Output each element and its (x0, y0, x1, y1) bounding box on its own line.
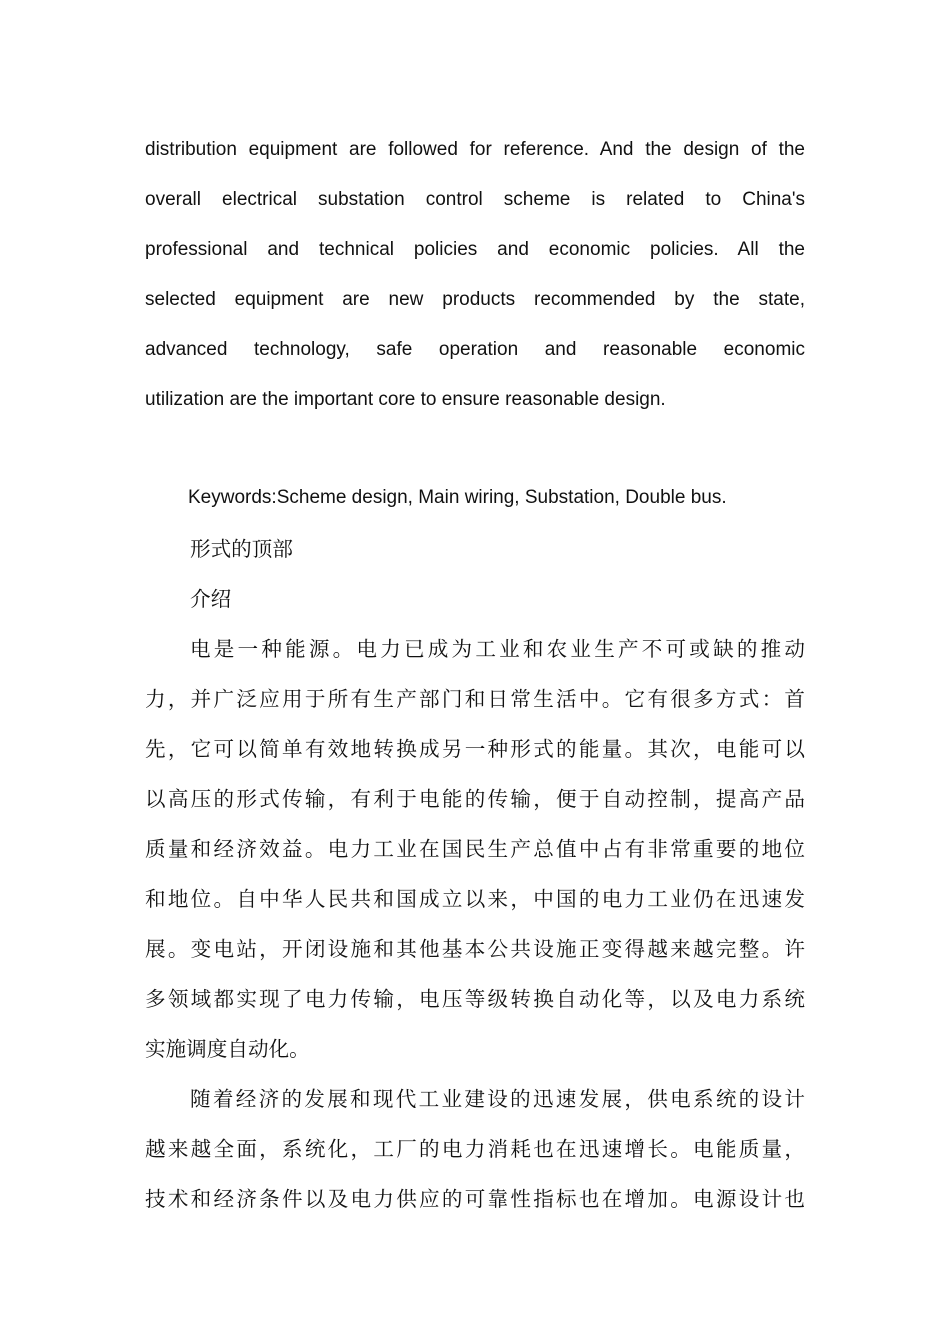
paragraph-1-line-2: 力，并广泛应用于所有生产部门和日常生活中。它有很多方式：首 (145, 687, 805, 711)
intro-heading: 介绍 (190, 587, 232, 611)
paragraph-1-line-3: 先，它可以简单有效地转换成另一种形式的能量。其次，电能可以 (145, 737, 805, 761)
paragraph-1-line-7: 展。变电站，开闭设施和其他基本公共设施正变得越来越完整。许 (145, 937, 805, 961)
abstract-line-3: professional and technical policies and economic policies. All the (145, 239, 805, 260)
paragraph-1-line-5: 质量和经济效益。电力工业在国民生产总值中占有非常重要的地位 (145, 837, 805, 861)
paragraph-1-line-9: 实施调度自动化。 (145, 1037, 310, 1061)
paragraph-2-line-1: 随着经济的发展和现代工业建设的迅速发展，供电系统的设计 (190, 1087, 805, 1111)
abstract-line-2: overall electrical substation control scheme is related to China's (145, 189, 805, 210)
paragraph-2-line-2: 越来越全面，系统化，工厂的电力消耗也在迅速增长。电能质量， (145, 1137, 805, 1161)
paragraph-1-line-6: 和地位。自中华人民共和国成立以来，中国的电力工业仍在迅速发 (145, 887, 805, 911)
form-top-heading: 形式的顶部 (190, 537, 293, 561)
paragraph-1-line-4: 以高压的形式传输，有利于电能的传输，便于自动控制，提高产品 (145, 787, 805, 811)
paragraph-1-line-1: 电是一种能源。电力已成为工业和农业生产不可或缺的推动 (190, 637, 805, 661)
abstract-line-6: utilization are the important core to ensure reasonable design. (145, 389, 666, 410)
paragraph-2-line-3: 技术和经济条件以及电力供应的可靠性指标也在增加。电源设计也 (145, 1187, 805, 1211)
abstract-line-4: selected equipment are new products recommended by the state, (145, 289, 805, 310)
paragraph-1-line-8: 多领域都实现了电力传输，电压等级转换自动化等，以及电力系统 (145, 987, 805, 1011)
abstract-line-1: distribution equipment are followed for reference. And the design of the (145, 139, 805, 160)
abstract-line-5: advanced technology, safe operation and reasonable economic (145, 339, 805, 360)
keywords-line: Keywords:Scheme design, Main wiring, Substation, Double bus. (188, 487, 727, 508)
